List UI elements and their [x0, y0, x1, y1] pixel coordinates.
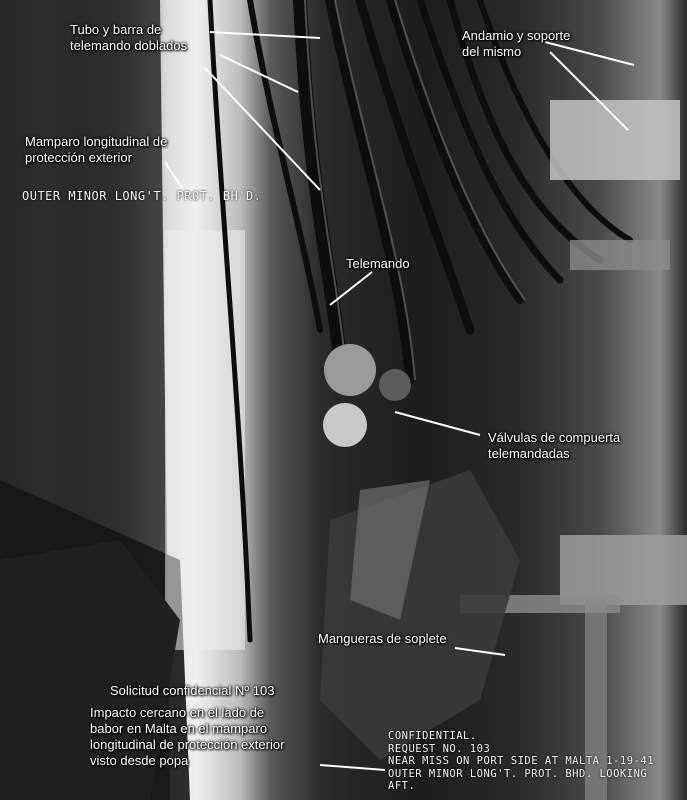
label-torch-hoses: Mangueras de soplete — [318, 631, 447, 646]
label-outer-longitudinal-bulkhead: Mamparo longitudinal de protección exterior — [25, 134, 168, 165]
label-scaffold-and-support: Andamio y soporte del mismo — [462, 28, 571, 59]
label-near-miss-description: Impacto cercano en el lado de babor en Malta en el mamparo longitudinal de protección exterior visto desde popa — [90, 705, 285, 768]
handwritten-bulkhead-note: OUTER MINOR LONG'T. PROT. BH'D. — [22, 189, 262, 203]
label-bent-pipe-and-rod: Tubo y barra de telemando doblados — [70, 22, 188, 53]
handwritten-caption: CONFIDENTIAL. REQUEST NO. 103 NEAR MISS ON PORT SIDE AT MALTA 1-19-41 OUTER MINOR LONG'T. PROT. BHD. LOOKING AFT. — [388, 730, 655, 792]
label-remote-gate-valves: Válvulas de compuerta telemandadas — [488, 430, 621, 461]
label-remote-control: Telemando — [346, 256, 410, 271]
label-confidential-request: Solicitud confidencial Nº 103 — [110, 683, 275, 698]
